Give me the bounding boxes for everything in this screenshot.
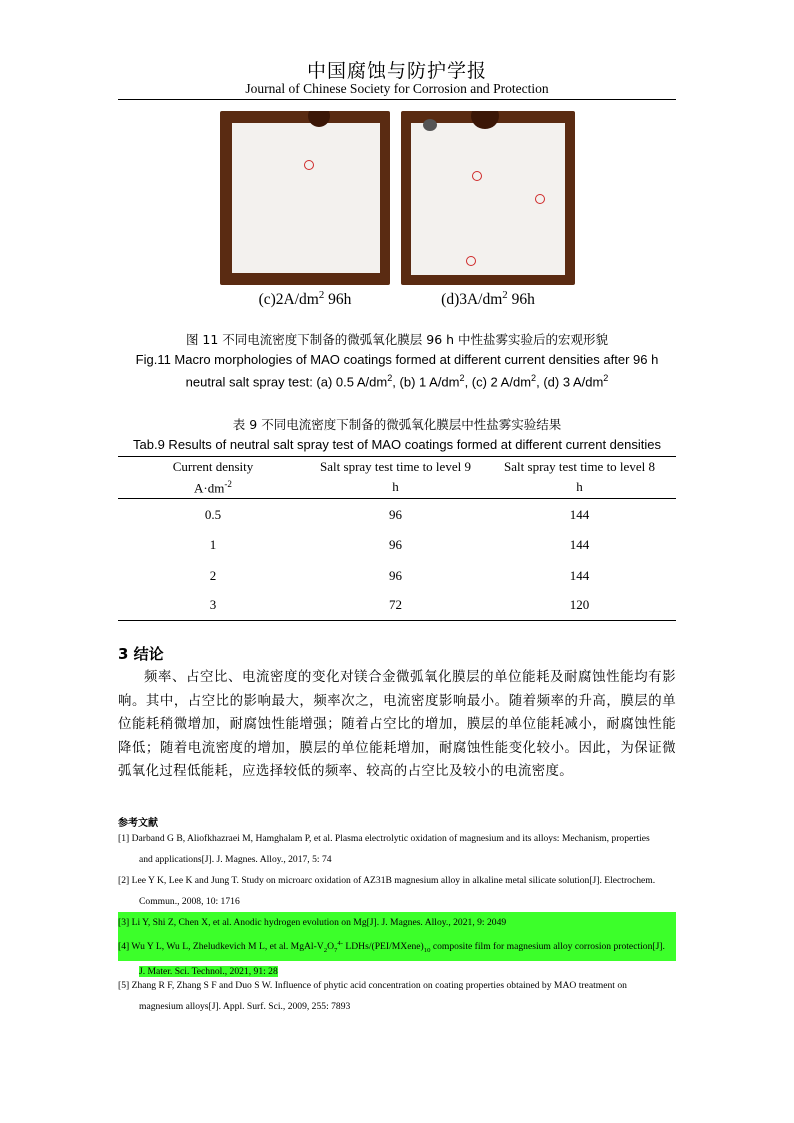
corrosion-spot-marker [304, 160, 314, 170]
table-cell: 144 [569, 537, 590, 552]
table-caption-en: Tab.9 Results of neutral salt spray test of MAO coatings formed at different current densities [133, 437, 661, 452]
header-rule [118, 99, 676, 100]
photo-panel-d [401, 111, 575, 285]
column-header: Salt spray test time to level 9 [320, 459, 471, 474]
table-top-rule [118, 456, 676, 457]
coated-plate [232, 123, 380, 273]
column-unit: h [392, 479, 399, 494]
section-body: 频率、占空比、电流密度的变化对镁合金微弧氧化膜层的单位能耗及耐腐蚀性能均有影响。其中，占空比的影响最大，频率次之，电流密度影响最小。随着频率的升高，膜层的单位能耗稍微增加，耐腐蚀性能增强；随着占空比的增加，膜层的单位能耗减小，耐腐蚀性能降低；随着电流密度的增加，膜层的单位能耗增加，耐腐蚀性能变化较小。因此，为保证微弧氧化过程低能耗，应选择较低的频率、较高的占空比及较小的电流密度。 [118, 670, 676, 780]
table-caption-cn: 表 9 不同电流密度下制备的微弧氧化膜层中性盐雾实验结果 [232, 417, 562, 432]
figure-caption-en-line2: neutral salt spray test: (a) 0.5 $A/dm^2$, (b) 1 $A/dm^2$, (c) 2 $A/dm^2$, (d) 3 $A/dm^2$ [185, 373, 609, 390]
reference-item: [2] Lee Y K, Lee K and Jung T. Study on microarc oxidation of AZ31B magnesium alloy in alkaline metal silicate solution[J]. Electrochem. Commun., 2008, 10: 1716 [118, 875, 656, 907]
table-cell: 144 [569, 568, 590, 583]
reference-item: [5] Zhang R F, Zhang S F and Duo S W. Influence of phytic acid concentration on coating properties obtained by MAO treatment on magnesium alloys[J]. Appl. Surf. Sci., 2009, 255: 7893 [118, 980, 627, 1012]
table-cell: 3 [209, 597, 217, 612]
marking-label [423, 119, 437, 131]
section-title: 3 结论 [118, 645, 164, 663]
column-header: Salt spray test time to level 8 [504, 459, 655, 474]
table-cell: 144 [569, 507, 590, 522]
table-cell: 96 [389, 507, 402, 522]
table-cell: 120 [569, 597, 590, 612]
figure-caption-en-line1: Fig.11 Macro morphologies of MAO coatings formed at different current densities after 96 h [135, 352, 659, 367]
figure-caption-cn: 图 11 不同电流密度下制备的微弧氧化膜层 96 h 中性盐雾实验后的宏观形貌 [185, 332, 609, 347]
photo-panel-c [220, 111, 390, 285]
column-unit: h [576, 479, 583, 494]
table-header-rule [118, 498, 676, 499]
panel-c-label: $(c)2A/dm^2$ 96h [258, 289, 352, 309]
corrosion-spot-marker [535, 194, 545, 204]
table-cell: 72 [389, 597, 402, 612]
journal-title-en: Journal of Chinese Society for Corrosion and Protection [245, 81, 549, 96]
table-cell: 96 [389, 568, 402, 583]
table-bottom-rule [118, 620, 676, 621]
corrosion-spot-marker [472, 171, 482, 181]
table-cell: 1 [209, 537, 217, 552]
column-unit: $A\cdot dm^{-2}$ [194, 479, 232, 496]
journal-title-cn: 中国腐蚀与防护学报 [306, 60, 487, 82]
table-cell: 2 [209, 568, 217, 583]
table-cell: 96 [389, 537, 402, 552]
corrosion-spot-marker [466, 256, 476, 266]
panel-d-label: $(d)3A/dm^2$ 96h [441, 289, 535, 309]
table-cell: 0.5 [204, 507, 222, 522]
column-header: Current density [172, 459, 254, 474]
reference-item-highlighted: [3] Li Y, Shi Z, Chen X, et al. Anodic hydrogen evolution on Mg[J]. J. Magnes. Alloy., 2021, 9: 2049 [118, 912, 676, 933]
references-title: 参考文献 [118, 818, 158, 829]
reference-item: [1] Darband G B, Aliofkhazraei M, Hamghalam P, et al. Plasma electrolytic oxidation of magnesium and its alloys: Mechanism, properties and applications[J]. J. Magnes. Alloy., 2017, 5: 74 [118, 833, 650, 865]
reference-item-highlighted: [4] Wu Y L, Wu L, Zheludkevich M L, et al. MgAl-$V_2O_7^{4-}$ LDHs/$(PEI/MXene)_{10}$ composite film for magnesium alloy corrosion protection[J]. J. Mater. Sci. Technol., 2021, 91: 28 [118, 933, 676, 982]
